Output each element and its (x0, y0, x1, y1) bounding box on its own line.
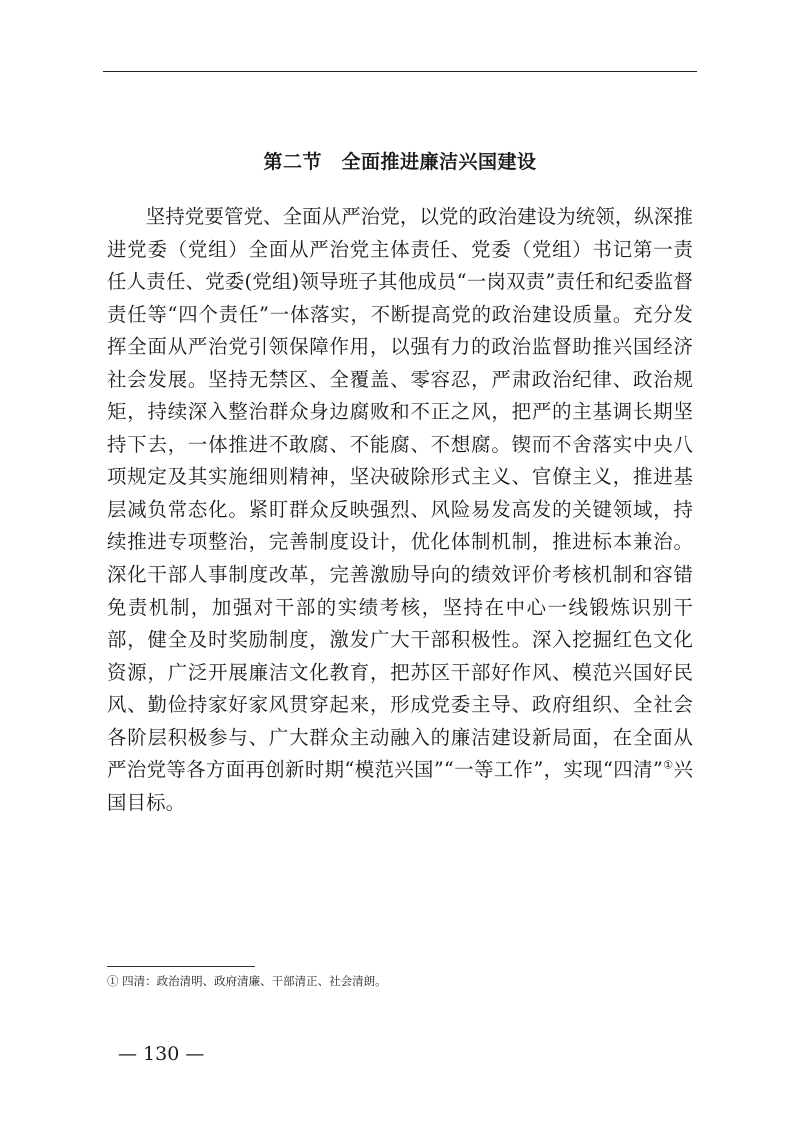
body-paragraph-text: 坚持党要管党、全面从严治党，以党的政治建设为统领，纵深推进党委（党组）全面从严治党主体责任、党委（党组）书记第一责任人责任、党委(党组)领导班子其他成员“一岗双责”责任和纪委监督责任等“四个责任”一体落实，不断提高党的政治建设质量。充分发挥全面从严治党引领保障作用，以强有力的政治监督助推兴国经济社会发展。坚持无禁区、全覆盖、零容忍，严肃政治纪律、政治规矩，持续深入整治群众身边腐败和不正之风，把严的主基调长期坚持下去，一体推进不敢腐、不能腐、不想腐。锲而不舍落实中央八项规定及其实施细则精神，坚决破除形式主义、官僚主义，推进基层减负常态化。紧盯群众反映强烈、风险易发高发的关键领域，持续推进专项整治，完善制度设计，优化体制机制，推进标本兼治。深化干部人事制度改革，完善激励导向的绩效评价考核机制和容错免责机制，加强对干部的实绩考核，坚持在中心一线锻炼识别干部，健全及时奖励制度，激发广大干部积极性。深入挖掘红色文化资源，广泛开展廉洁文化教育，把苏区干部好作风、模范兴国好民风、勤俭持家好家风贯穿起来，形成党委主导、政府组织、全社会各阶层积极参与、广大群众主动融入的廉洁建设新局面，在全面从严治党等各方面再创新时期“模范兴国”“一等工作”，实现“四清” (107, 205, 693, 782)
body-paragraph (107, 201, 693, 819)
body-paragraph-tail: 兴国目标。 (107, 758, 693, 814)
section-title: 第二节 全面推进廉洁兴国建设 (263, 151, 537, 173)
footnote-text: ① 四清：政治清明、政府清廉、干部清正、社会清朗。 (107, 974, 387, 988)
footnote-reference[interactable]: ① (662, 758, 674, 772)
footnote-divider (107, 966, 255, 967)
page-number: — 130 — (118, 1043, 205, 1065)
header-rule (103, 71, 697, 72)
